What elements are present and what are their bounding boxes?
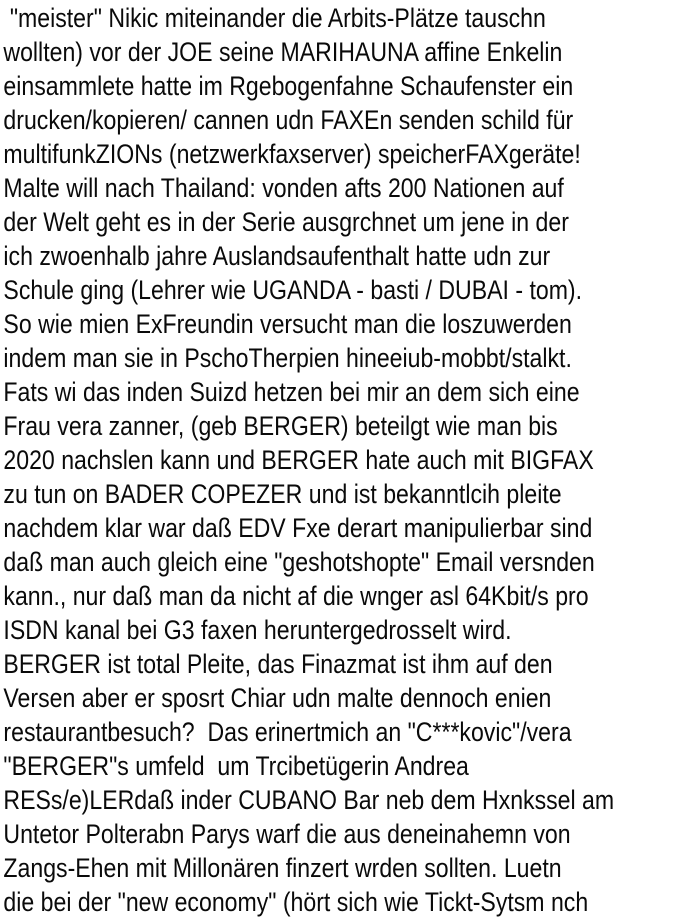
text-line: So wie mien ExFreundin versucht man die loszuwerden xyxy=(3,309,572,339)
text-line: drucken/kopieren/ cannen udn FAXEn senden schild für xyxy=(3,105,574,135)
text-line: die bei der "new economy" (hört sich wie Tickt-Sytsm nch xyxy=(3,887,589,917)
text-line: "meister" Nikic miteinander die Arbits-Plätze tauschn xyxy=(3,3,546,33)
text-line: "BERGER"s umfeld um Trcibetügerin Andrea xyxy=(3,751,469,781)
text-line: Malte will nach Thailand: vonden afts 200 Nationen auf xyxy=(3,173,564,203)
text-line: daß man auch gleich eine "geshotshopte" Email versnden xyxy=(3,547,595,577)
text-line: ISDN kanal bei G3 faxen heruntergedrosselt wird. xyxy=(3,615,512,645)
text-line: kann., nur daß man da nicht af die wnger asl 64Kbit/s pro xyxy=(3,581,589,611)
text-line: Zangs-Ehen mit Millonären finzert wrden sollten. Luetn xyxy=(3,853,562,883)
text-line: der Welt geht es in der Serie ausgrchnet um jene in der xyxy=(3,207,569,237)
text-line: multifunkZIONs (netzwerkfaxserver) speicherFAXgeräte! xyxy=(3,139,581,169)
text-line: einsammlete hatte im Rgebogenfahne Schaufenster ein xyxy=(3,71,574,101)
text-line: ich zwoenhalb jahre Auslandsaufenthalt hatte udn zur xyxy=(3,241,551,271)
text-line: Frau vera zanner, (geb BERGER) beteilgt wie man bis xyxy=(3,411,558,441)
text-line: nachdem klar war daß EDV Fxe derart manipulierbar sind xyxy=(3,513,593,543)
text-line: indem man sie in PschoTherpien hineeiub-mobbt/stalkt. xyxy=(3,343,572,373)
text-line: wollten) vor der JOE seine MARIHAUNA affine Enkelin xyxy=(3,37,563,67)
text-line: BERGER ist total Pleite, das Finazmat ist ihm auf den xyxy=(3,649,553,679)
text-line: Untetor Polterabn Parys warf die aus deneinahemn von xyxy=(3,819,571,849)
text-line: RESs/e)LERdaß inder CUBANO Bar neb dem Hxnkssel am xyxy=(3,785,615,815)
text-line: Schule ging (Lehrer wie UGANDA - basti / DUBAI - tom). xyxy=(3,275,583,305)
text-line: Versen aber er sposrt Chiar udn malte dennoch enien xyxy=(3,683,552,713)
text-line: Fats wi das inden Suizd hetzen bei mir an dem sich eine xyxy=(3,377,580,407)
text-line: 2020 nachslen kann und BERGER hate auch mit BIGFAX xyxy=(3,445,594,475)
text-line: zu tun on BADER COPEZER und ist bekanntlcih pleite xyxy=(3,479,562,509)
text-line: restaurantbesuch? Das erinertmich an "C***kovic"/vera xyxy=(3,717,572,747)
